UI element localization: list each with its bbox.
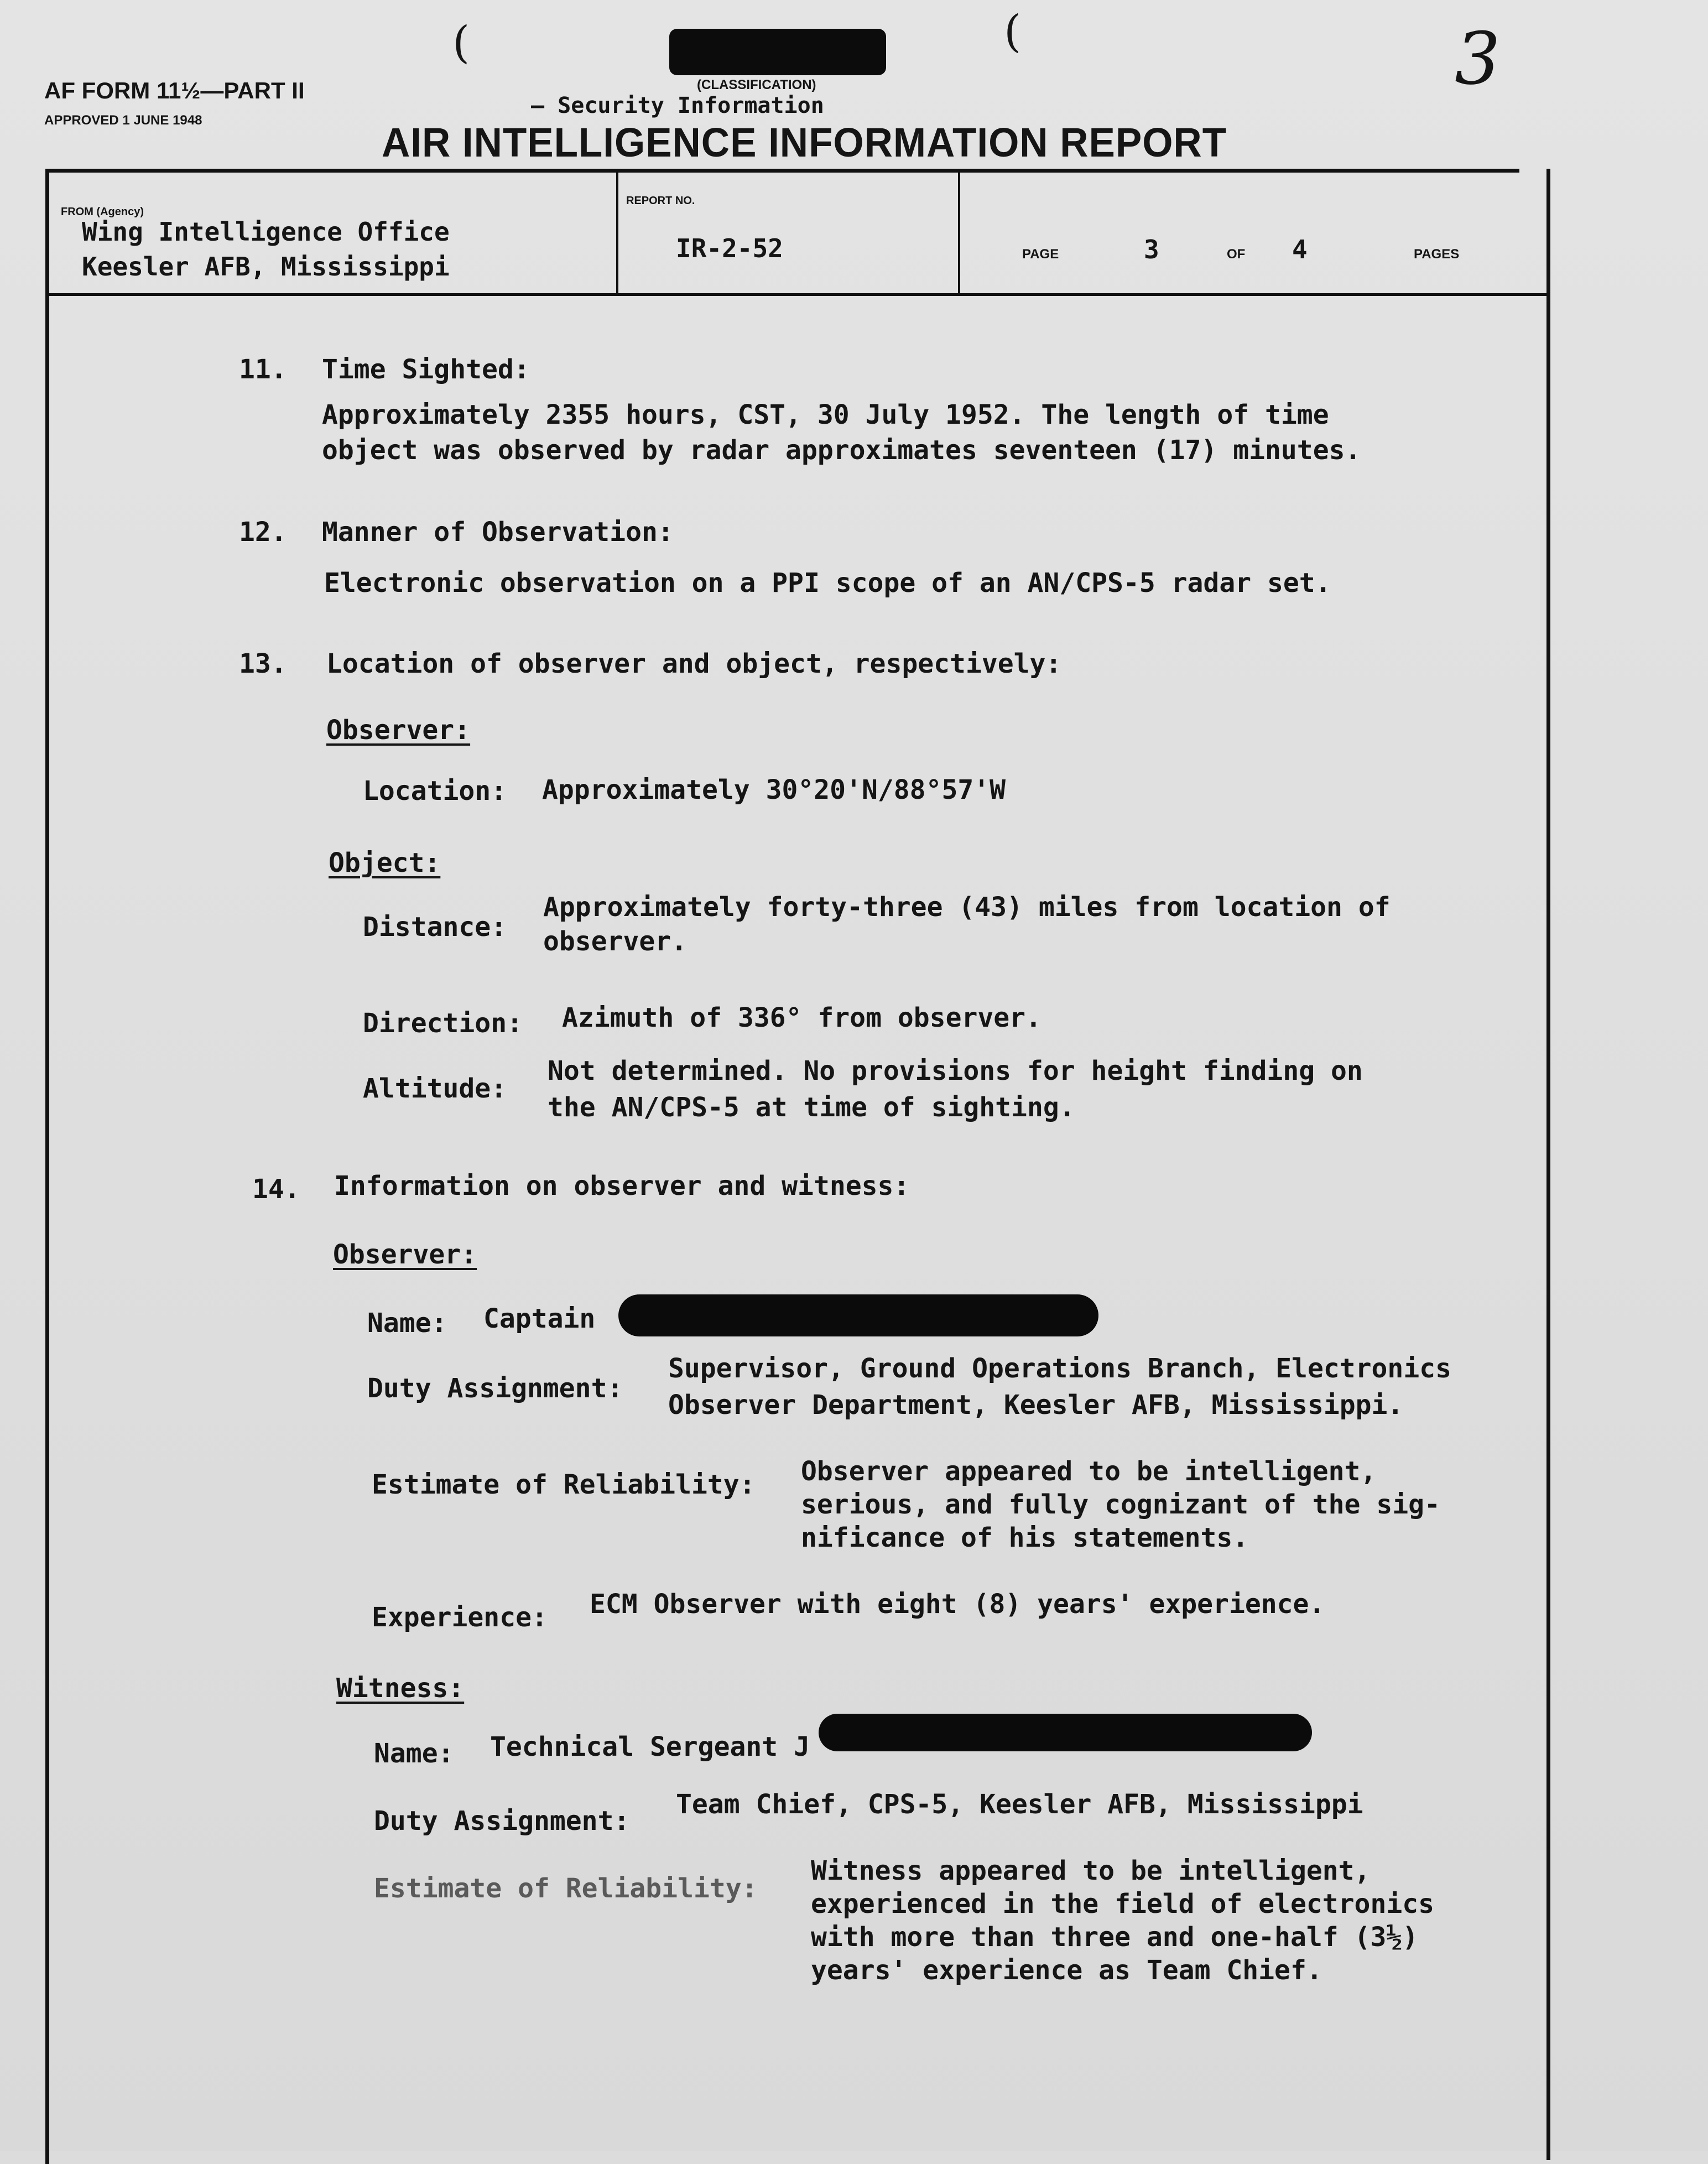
field-value: Approximately forty-three (43) miles from location of	[543, 892, 1391, 923]
field-value: Captain	[483, 1303, 596, 1334]
classification-label: (CLASSIFICATION)	[697, 77, 816, 92]
subheading-witness: Witness:	[336, 1673, 465, 1704]
right-border	[1546, 169, 1550, 2160]
subheading-observer: Observer:	[326, 715, 471, 746]
field-label: Duty Assignment:	[367, 1373, 623, 1404]
body-line: Electronic observation on a PPI scope of an AN/CPS-5 radar set.	[324, 568, 1331, 599]
report-number: IR-2-52	[676, 233, 783, 263]
section-number: 13.	[239, 648, 287, 679]
field-value: Technical Sergeant J	[490, 1731, 810, 1762]
name-redaction	[819, 1714, 1312, 1751]
field-value: years' experience as Team Chief.	[811, 1955, 1322, 1986]
field-value: Approximately 30°20'N/88°57'W	[542, 774, 1006, 805]
body-line: object was observed by radar approximates seventeen (17) minutes.	[322, 435, 1361, 466]
of-label: OF	[1227, 247, 1246, 262]
field-label: Altitude:	[363, 1073, 507, 1104]
field-divider	[616, 173, 618, 293]
report-title: AIR INTELLIGENCE INFORMATION REPORT	[382, 119, 1227, 165]
section-heading: Location of observer and object, respectively:	[326, 648, 1062, 679]
section-number: 11.	[239, 354, 287, 385]
approval-date: APPROVED 1 JUNE 1948	[44, 113, 202, 128]
report-no-label: REPORT NO.	[626, 195, 695, 207]
section-number: 14.	[252, 1174, 300, 1205]
form-number: AF FORM 11½—PART II	[44, 77, 305, 103]
field-value: nificance of his statements.	[801, 1522, 1249, 1553]
subheading-observer: Observer:	[333, 1239, 477, 1270]
handwritten-page-number: 3	[1455, 17, 1501, 101]
stamp-mark-left: (	[452, 17, 470, 68]
field-value: Witness appeared to be intelligent,	[811, 1855, 1371, 1886]
field-value: ECM Observer with eight (8) years' experience.	[590, 1589, 1325, 1620]
field-label: Experience:	[372, 1602, 548, 1633]
from-agency-line1: Wing Intelligence Office	[82, 217, 450, 247]
field-label: Name:	[374, 1738, 454, 1769]
field-divider	[958, 173, 960, 293]
field-label: Direction:	[363, 1008, 523, 1039]
security-line: — Security Information	[531, 93, 824, 118]
page-label: PAGE	[1022, 247, 1059, 262]
section-heading: Time Sighted:	[322, 354, 530, 385]
name-redaction	[618, 1294, 1098, 1336]
section-heading: Information on observer and witness:	[334, 1171, 910, 1201]
field-value: Supervisor, Ground Operations Branch, Electronics	[668, 1353, 1452, 1384]
field-value: Azimuth of 336° from observer.	[562, 1002, 1042, 1033]
field-label: Duty Assignment:	[374, 1806, 630, 1837]
section-number: 12.	[239, 517, 287, 548]
field-value: with more than three and one-half (3½)	[811, 1922, 1419, 1953]
from-label: FROM (Agency)	[61, 206, 144, 218]
field-value: Not determined. No provisions for height finding on	[548, 1055, 1363, 1086]
field-value: Team Chief, CPS-5, Keesler AFB, Mississippi	[676, 1789, 1363, 1820]
pages-label: PAGES	[1414, 247, 1460, 262]
field-label: Estimate of Reliability:	[372, 1469, 756, 1500]
classification-redaction	[669, 29, 886, 75]
field-label: Distance:	[363, 912, 507, 943]
field-label: Name:	[367, 1308, 447, 1339]
total-pages: 4	[1292, 235, 1308, 264]
field-value: the AN/CPS-5 at time of sighting.	[548, 1092, 1075, 1123]
stamp-mark-right: (	[1004, 6, 1022, 57]
subheading-object: Object:	[329, 847, 441, 878]
field-label: Location:	[363, 776, 507, 807]
field-value: experienced in the field of electronics	[811, 1889, 1435, 1919]
field-value: serious, and fully cognizant of the sig-	[801, 1489, 1440, 1520]
field-value: observer.	[543, 926, 688, 957]
page-number: 3	[1144, 235, 1159, 264]
from-agency-line2: Keesler AFB, Mississippi	[82, 252, 450, 282]
section-heading: Manner of Observation:	[322, 517, 674, 548]
field-value: Observer appeared to be intelligent,	[801, 1456, 1377, 1487]
body-line: Approximately 2355 hours, CST, 30 July 1952. The length of time	[322, 399, 1329, 430]
field-label: Estimate of Reliability:	[374, 1873, 758, 1904]
field-value: Observer Department, Keesler AFB, Mississippi.	[668, 1390, 1404, 1421]
header-row-divider	[45, 293, 1550, 296]
